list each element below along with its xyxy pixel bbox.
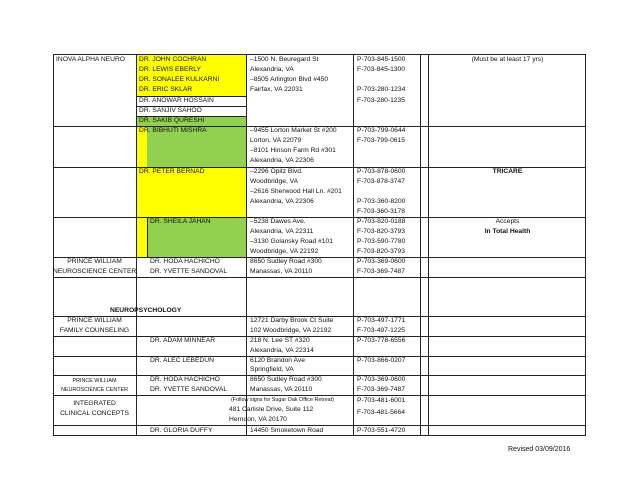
phone-number: P-703-820-0188 xyxy=(357,218,406,225)
phone-number: P-703-799-0644 xyxy=(357,127,406,134)
grid-line xyxy=(353,54,354,436)
address-line: –5238 Dawes Ave. xyxy=(250,218,306,225)
address-line: 14450 Smoketown Road xyxy=(250,427,324,434)
address-line: Springfield, VA xyxy=(250,366,294,373)
doctor-name: DR. HODA HACHICHO xyxy=(150,376,220,383)
doctor-name: DR. ANOWAR HOSSAIN xyxy=(139,97,214,104)
doctor-name: DR. SHEILA JAHAN xyxy=(150,218,211,225)
phone-number: P-703-551-4720 xyxy=(357,427,406,434)
address-line: 8650 Sudley Road #300 xyxy=(250,376,322,383)
doctor-name: DR. SANJIV SAHOO xyxy=(139,107,202,114)
doctor-name: DR. ALEC LEBEDUN xyxy=(150,357,214,364)
address-line: Alexandria, VA 22306 xyxy=(250,198,314,205)
insurance-note: TRICARE xyxy=(492,168,523,175)
address-line: 481 Carlisle Drive, Suite 112 xyxy=(229,406,314,413)
phone-number: P-703-778-6556 xyxy=(357,337,406,344)
insurance-note: In Total Health xyxy=(484,228,531,235)
grid-line xyxy=(53,336,586,337)
phone-number: F-703-820-3793 xyxy=(357,228,405,235)
phone-number: P-703-369-0600 xyxy=(357,258,406,265)
address-line: Alexandria, VA xyxy=(250,66,294,73)
phone-number: P-703-369-0600 xyxy=(357,376,406,383)
org-name: NEUROSCIENCE CENTER xyxy=(60,387,129,393)
phone-number: F-703-497-1225 xyxy=(357,327,405,334)
org-name: NEUROSCIENCE CENTER xyxy=(53,268,137,275)
address-line: 6120 Brandon Ave xyxy=(250,357,305,364)
grid-line xyxy=(53,425,586,426)
grid-line xyxy=(147,217,148,257)
address-line: –3130 Golansky Road #101 xyxy=(250,238,333,245)
org-name: FAMILY COUNSELING xyxy=(59,327,130,334)
address-line: Lorton, VA 22079 xyxy=(250,137,302,144)
phone-number: F-703-799-0615 xyxy=(357,137,405,144)
address-line: 12721 Darby Brook Ct Suite xyxy=(250,317,334,324)
phone-number: F-703-280-1235 xyxy=(357,97,405,104)
grid-line xyxy=(246,54,247,436)
address-line: Manassas, VA 20110 xyxy=(250,386,313,393)
address-line: 8650 Sudley Road #300 xyxy=(250,258,322,265)
phone-number: P-703-845-1500 xyxy=(357,56,406,63)
insurance-note: Accepts xyxy=(495,218,520,225)
phone-number: P-703-481-6001 xyxy=(357,397,406,404)
address-line: Woodbridge, VA 22192 xyxy=(250,248,319,255)
address-line: 218 N. Lee ST #320 xyxy=(250,337,310,344)
phone-number: F-703-481-5664 xyxy=(357,409,405,416)
address-line: Alexandria, VA 22311 xyxy=(250,228,314,235)
phone-number: F-703-820-3793 xyxy=(357,248,405,255)
doctor-name: DR. ADAM MINNEAR xyxy=(150,337,216,344)
doctor-name: DR. GLORIA DUFFY xyxy=(150,427,213,434)
section-heading: NEUROPSYCHOLOGY xyxy=(110,307,182,314)
address-line: 102 Woodbridge, VA 22192 xyxy=(250,327,332,334)
phone-number: F-703-360-3178 xyxy=(357,208,405,215)
doctor-name: DR. LEWIS EBERLY xyxy=(139,66,201,73)
note: (Must be at least 17 yrs) xyxy=(471,56,544,63)
phone-number: P-703-878-0600 xyxy=(357,168,406,175)
doctor-name: DR. BIBHUTI MISHRA xyxy=(139,127,207,134)
grid-line xyxy=(428,54,429,436)
org-name: PRINCE WILLIAM xyxy=(72,378,117,384)
doctor-name: DR. SONALEE KULKARNI xyxy=(139,76,220,83)
grid-line xyxy=(53,277,586,278)
doctor-name: DR. YVETTE SANDOVAL xyxy=(150,268,228,275)
address-line: –2616 Sherwood Hall Ln. #201 xyxy=(250,188,342,195)
doctor-name: DR. JOHN COCHRAN xyxy=(139,56,207,63)
org-name: INOVA ALPHA NEURO xyxy=(56,56,126,63)
org-name: PRINCE WILLIAM xyxy=(67,317,122,324)
phone-number: P-703-590-7780 xyxy=(357,238,406,245)
grid-line xyxy=(53,356,586,357)
phone-number: F-703-369-7487 xyxy=(357,386,405,393)
address-line: –8101 Hinson Farm Rd #301 xyxy=(250,147,336,154)
doctor-name: DR. PETER BERNAD xyxy=(139,168,205,175)
org-name: PRINCE WILLIAM xyxy=(67,258,122,265)
address-line: Alexandria, VA 22314 xyxy=(250,347,314,354)
address-line: –2296 Opitz Blvd. xyxy=(250,168,303,175)
phone-number: P-703-360-8200 xyxy=(357,198,406,205)
address-line: Fairfax, VA 22031 xyxy=(250,86,303,93)
doctor-name: DR. SAKIB QURESHI xyxy=(139,117,205,124)
address-line: Herndon, VA 20170 xyxy=(229,416,287,423)
address-line: –8505 Arlington Blvd #450 xyxy=(250,76,329,83)
grid-line xyxy=(420,54,421,436)
phone-number: F-703-878-3747 xyxy=(357,178,405,185)
org-name: CLINICAL CONCEPTS xyxy=(60,410,129,417)
phone-number: P-703-866-0207 xyxy=(357,357,406,364)
phone-number: P-703-280-1234 xyxy=(357,86,406,93)
doctor-name: DR. YVETTE SANDOVAL xyxy=(150,386,228,393)
address-line: Alexandria, VA 22306 xyxy=(250,157,314,164)
phone-number: F-703-369-7487 xyxy=(357,268,405,275)
address-line: –9455 Lorton Market St #200 xyxy=(250,127,337,134)
org-name: INTEGRATED xyxy=(73,400,116,407)
phone-number: F-703-845-1300 xyxy=(357,66,405,73)
doctor-name: DR. HODA HACHICHO xyxy=(150,258,220,265)
address-note: (Follow signs for Sugar Oak Office Retreat) xyxy=(231,397,334,403)
grid-line xyxy=(136,54,137,436)
doctor-name: DR. ERIC SKLAR xyxy=(139,86,193,93)
phone-number: P-703-497-1771 xyxy=(357,317,406,324)
address-line: Woodbridge, VA xyxy=(250,178,299,185)
yellow-highlight-left xyxy=(137,126,147,257)
address-line: –1500 N. Beuregard St xyxy=(250,56,319,63)
revised-date: Revised 03/09/2016 xyxy=(508,446,571,453)
address-line: Manassas, VA 20110 xyxy=(250,268,313,275)
